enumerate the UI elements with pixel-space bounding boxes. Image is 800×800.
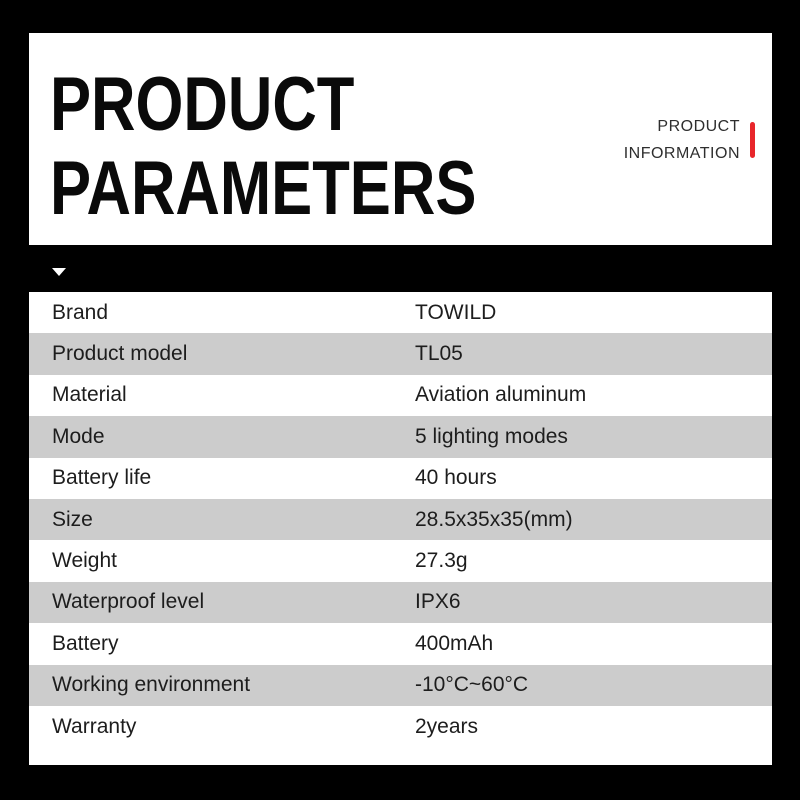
- parameter-value: TL05: [415, 342, 463, 366]
- product-information-label: [624, 113, 755, 167]
- parameter-label: Battery life: [52, 466, 152, 490]
- parameter-value: 5 lighting modes: [415, 424, 568, 448]
- product-information-text: [624, 113, 740, 167]
- table-row: [29, 540, 772, 581]
- parameter-value: 400mAh: [415, 631, 494, 655]
- table-row: [29, 375, 772, 416]
- parameter-value: -10°C~60°C: [415, 673, 529, 697]
- parameter-value: 40 hours: [415, 466, 497, 490]
- product-information-text-line2: INFORMATION: [623, 145, 740, 162]
- parameter-label: Warranty: [52, 714, 137, 738]
- table-row: [29, 416, 772, 457]
- table-row: [29, 458, 772, 499]
- parameter-label: Size: [52, 507, 93, 531]
- down-triangle-icon: [52, 268, 66, 276]
- table-row: [29, 665, 772, 706]
- parameter-label: Weight: [52, 549, 117, 573]
- table-row: [29, 499, 772, 540]
- table-row: [29, 582, 772, 623]
- parameter-value: Aviation aluminum: [415, 383, 587, 407]
- parameter-value: IPX6: [415, 590, 461, 614]
- product-information-text-line1: PRODUCT: [657, 118, 740, 135]
- page-title: [50, 63, 476, 231]
- parameter-value: 28.5x35x35(mm): [415, 507, 573, 531]
- parameter-label: Working environment: [52, 673, 251, 697]
- parameter-label: Battery: [52, 631, 119, 655]
- table-row: [29, 292, 772, 333]
- parameter-label: Mode: [52, 424, 105, 448]
- table-row: [29, 706, 772, 747]
- parameter-label: Product model: [52, 342, 188, 366]
- parameter-value: 2years: [415, 714, 479, 738]
- parameter-label: Material: [52, 383, 127, 407]
- parameter-label: Waterproof level: [52, 590, 205, 614]
- header-section: [29, 33, 772, 245]
- parameter-label: Brand: [52, 300, 109, 324]
- table-row: [29, 623, 772, 664]
- page-title-line1: PRODUCT: [50, 62, 355, 147]
- parameters-table: [29, 292, 772, 765]
- table-row: [29, 333, 772, 374]
- red-accent-bar: [750, 122, 755, 158]
- parameter-value: TOWILD: [415, 300, 497, 324]
- page-title-line2: PARAMETERS: [50, 146, 477, 231]
- parameter-value: 27.3g: [415, 549, 468, 573]
